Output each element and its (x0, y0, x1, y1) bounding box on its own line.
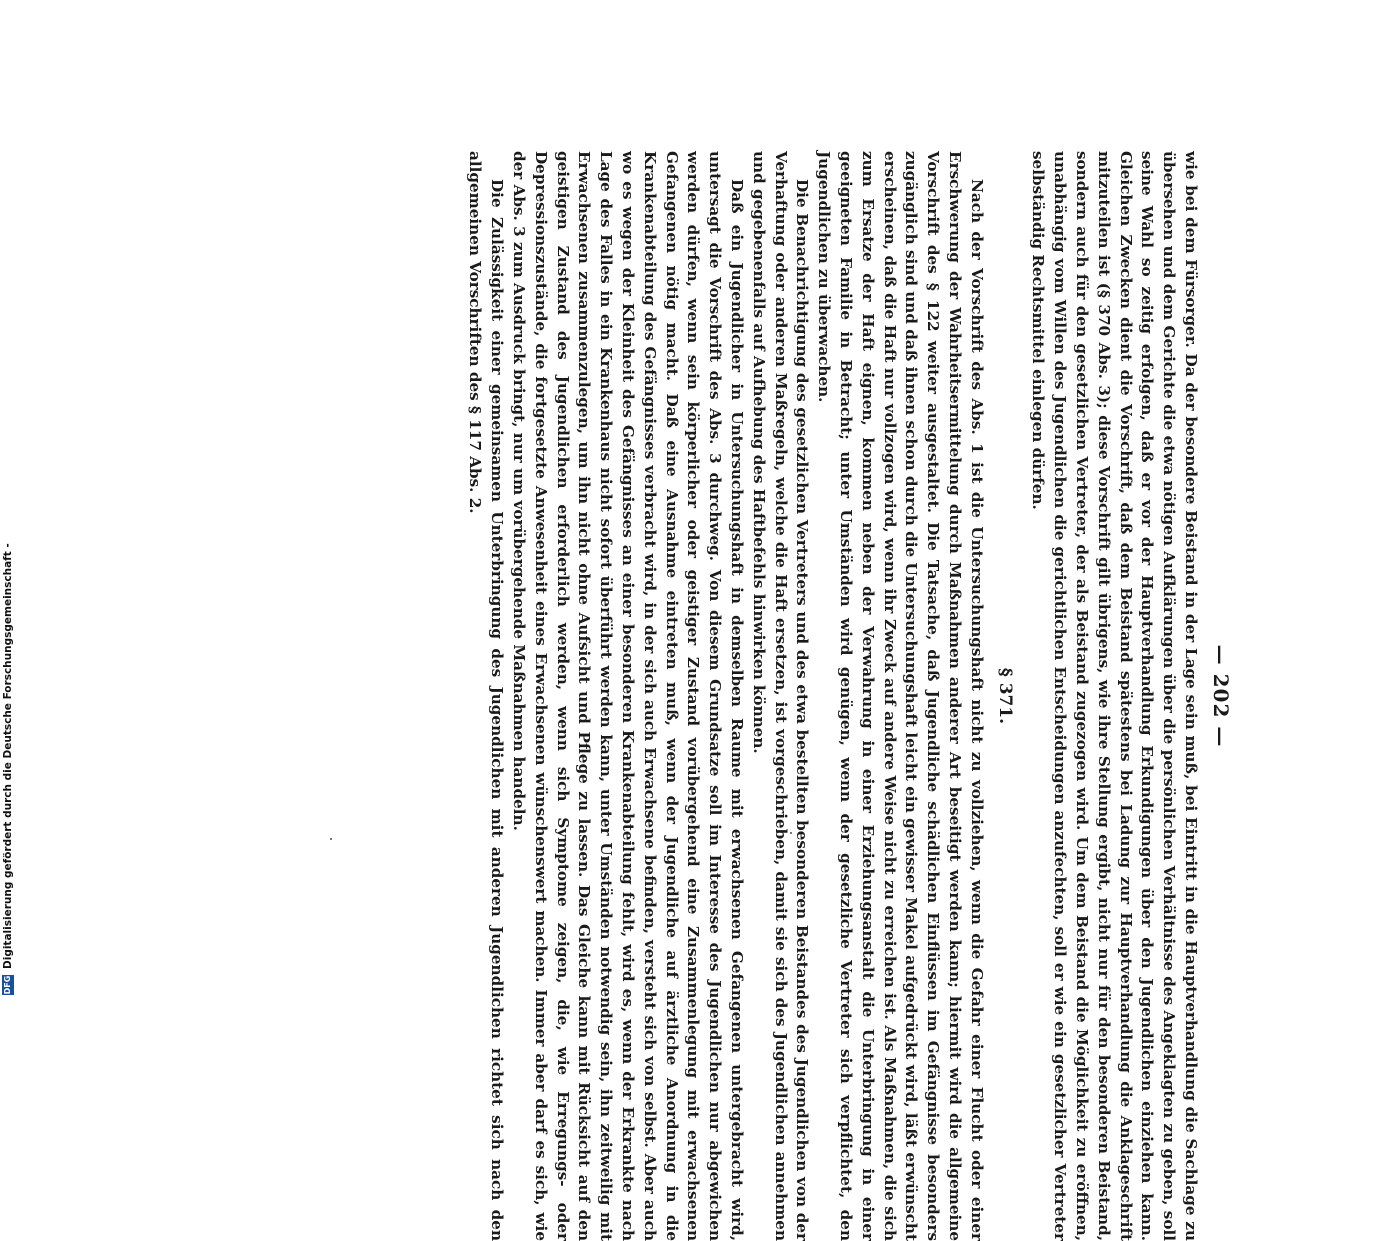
scan-speck (330, 838, 332, 840)
digitization-credit (0, 5, 16, 995)
scan-speck (790, 832, 792, 834)
section-heading: § 371. (994, 667, 1015, 725)
intro-paragraph: wie bei dem Fürsorger. Da der besondere Beistand in der Lage sein muß, bei Eintritt in die Hauptverhandlung die Sachlage zu übersehen und dem Gerichte die etwa nötigen Aufklärungen über die persönlichen Verhältnisse des Angeklagten zu geben, soll seine Wahl so zeitig erfolgen, daß er vor der Hauptverhandlung Erkundigungen über den Jugendlichen einziehen kann. Gleichen Zwecken dient die Vorschrift, daß dem Beistand spätestens bei Ladung zur Hauptverhandlung die Anklageschrift mitzuteilen ist (§ 370 Abs. 3); diese Vorschrift gilt übrigens, wie ihre Stellung ergibt, nicht nur für den besonderen Beistand, sondern auch für den gesetzlichen Vertreter, der als Beistand zugezogen wird. Um dem Beistand die Möglichkeit zu eröffnen, unabhängig vom Willen des Jugendlichen die gerichtlichen Entscheidungen anzufechten, soll er wie ein gesetzlicher Vertreter selbständig Rechtsmittel einlegen dürfen. (1029, 151, 1200, 1241)
paragraph-4: Die Zulässigkeit einer gemeinsamen Unterbringung des Jugendlichen mit anderen Jugendlichen richtet sich nach den allgemeinen Vorschriften des § 117 Abs. 2. (466, 151, 507, 1241)
body-text (464, 151, 1201, 1241)
page-number: — 202 — (1209, 644, 1233, 748)
credit-text: Digitalisierung gefördert durch die Deutsche Forschungsgemeinschaft - (2, 543, 14, 969)
paragraph-1: Nach der Vorschrift des Abs. 1 ist die Untersuchungshaft nicht zu vollziehen, wenn die Gefahr einer Flucht oder einer Erschwerung der Wahrheitsermittelung durch Maßnahmen anderer Art beseitigt werden kann; hiermit wird die allgemeine Vorschrift des § 122 weiter ausgestaltet. Die Tatsache, daß Jugendliche schädlichen Einflüssen im Gefängnisse besonders zugänglich sind und daß ihnen schon durch die Untersuchungshaft leicht ein gewisser Makel aufgedrückt wird, läßt erwünscht erscheinen, daß die Haft nur vollzogen wird, wenn ihr Zweck auf andere Weise nicht zu erreichen ist. Als Maßnahmen, die sich zum Ersatze der Haft eignen, kommen neben der Verwahrung in einer Erziehungsanstalt die Unterbringung in einer geeigneten Familie in Betracht; unter Umständen wird genügen, wenn der gesetzliche Vertreter sich verpflichtet, den Jugendlichen zu überwachen. (815, 151, 986, 1241)
document-page (466, 151, 1241, 1241)
dfg-logo-icon: DFG (3, 975, 12, 995)
paragraph-2: Die Benachrichtigung des gesetzlichen Vertreters und des etwa bestellten besonderen Beistandes des Jugendlichen von der Verhaftung oder anderen Maßregeln, welche die Haft ersetzen, ist vorgeschrieben, damit sie sich des Jugendlichen annehmen und gegebenenfalls auf Aufhebung des Haftbefehls hinwirken können. (749, 151, 812, 1241)
paragraph-3: Daß ein Jugendlicher in Untersuchungshaft in demselben Raume mit erwachsenen Gefangenen untergebracht wird, untersagt die Vorschrift des Abs. 3 durchweg. Von diesem Grundsatze soll im Interesse des Jugendlichen nur abgewichen werden dürfen, wenn sein körperlicher oder geistiger Zustand vorübergehend eine Zusammenlegung mit erwachsenen Gefangenen nötig macht. Daß eine Ausnahme eintreten muß, wenn der Jugendliche auf ärztliche Anordnung in die Krankenabteilung des Gefängnisses verbracht wird, in der sich auch Erwachsene befinden, versteht sich von selbst. Aber auch wo es wegen der Kleinheit des Gefängnisses an einer besonderen Krankenabteilung fehlt, wird es, wenn der Erkrankte nach Lage des Falles in ein Krankenhaus nicht sofort überführt werden kann, unter Umständen notwendig sein, ihn zeitweilig mit Erwachsenen zusammenzulegen, um ihn nicht ohne Aufsicht und Pflege zu lassen. Das Gleiche kann mit Rücksicht auf den geistigen Zustand des Jugendlichen erforderlich werden, wenn sich Symptome zeigen, die, wie Erregungs- oder Depressionszustände, die fortgesetzte Anwesenheit eines Erwachsenen wünschenswert machen. Immer aber darf es sich, wie der Abs. 3 zum Ausdruck bringt, nur um vorübergehende Maßnahmen handeln. (510, 151, 747, 1241)
